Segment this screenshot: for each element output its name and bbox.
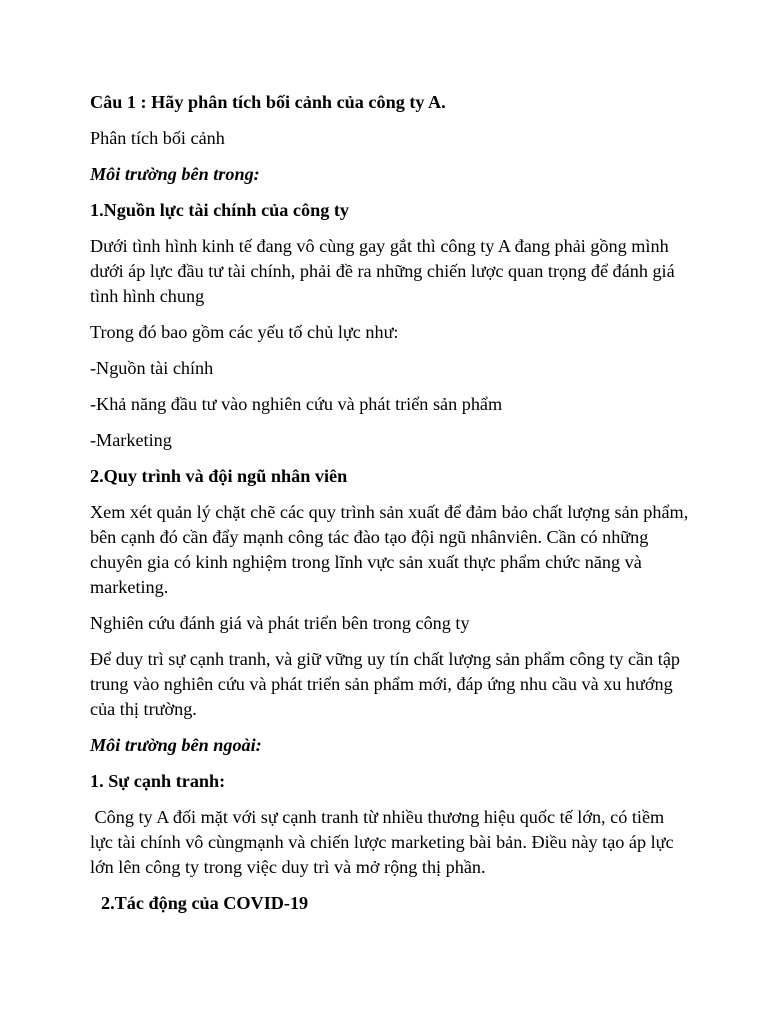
external-2-heading: 2.Tác động của COVID-19 [101, 893, 309, 913]
internal-2-heading: 2.Quy trình và đội ngũ nhân viên [90, 466, 348, 486]
list-item: -Nguồn tài chính [90, 358, 214, 378]
rd-heading: Nghiên cứu đánh giá và phát triển bên trong công ty [90, 613, 470, 633]
internal-2-body: Xem xét quản lý chặt chẽ các quy trình sản xuất để đảm bảo chất lượng sản phẩm, bên cạnh đó cần đẩy mạnh công tác đào tạo đội ngũ nhânviên. Cần có những chuyên gia có kinh nghiệm trong lĩnh vực sản xuất thực phẩm chức năng và marketing. [90, 502, 689, 597]
question-title: Câu 1 : Hãy phân tích bối cảnh của công ty A. [90, 92, 446, 112]
internal-1-heading: 1.Nguồn lực tài chính của công ty [90, 200, 349, 220]
external-1-body: Công ty A đối mặt với sự cạnh tranh từ nhiều thương hiệu quốc tế lớn, có tiềm lực tài chính vô cùngmạnh và chiến lược marketing bài bản. Điều này tạo áp lực lớn lên công ty trong việc duy trì và mở rộng thị phần. [90, 807, 679, 877]
list-item: -Marketing [90, 430, 172, 450]
list-item: -Khả năng đầu tư vào nghiên cứu và phát triển sản phẩm [90, 394, 503, 414]
document-page [90, 90, 690, 927]
external-1-heading: 1. Sự cạnh tranh: [90, 771, 226, 791]
rd-body: Để duy trì sự cạnh tranh, và giữ vững uy tín chất lượng sản phẩm công ty cần tập trung vào nghiên cứu và phát triển sản phẩm mới, đáp ứng nhu cầu và xu hướng của thị trường. [90, 649, 680, 719]
section-intro: Phân tích bối cảnh [90, 128, 225, 148]
internal-1-body: Dưới tình hình kinh tế đang vô cùng gay gắt thì công ty A đang phải gồng mình dưới áp lực đầu tư tài chính, phải đề ra những chiến lược quan trọng để đánh giá tình hình chung [90, 236, 675, 306]
external-environment-heading: Môi trường bên ngoài: [90, 735, 262, 755]
internal-environment-heading: Môi trường bên trong: [90, 164, 260, 184]
internal-1-list-intro: Trong đó bao gồm các yếu tố chủ lực như: [90, 322, 399, 342]
